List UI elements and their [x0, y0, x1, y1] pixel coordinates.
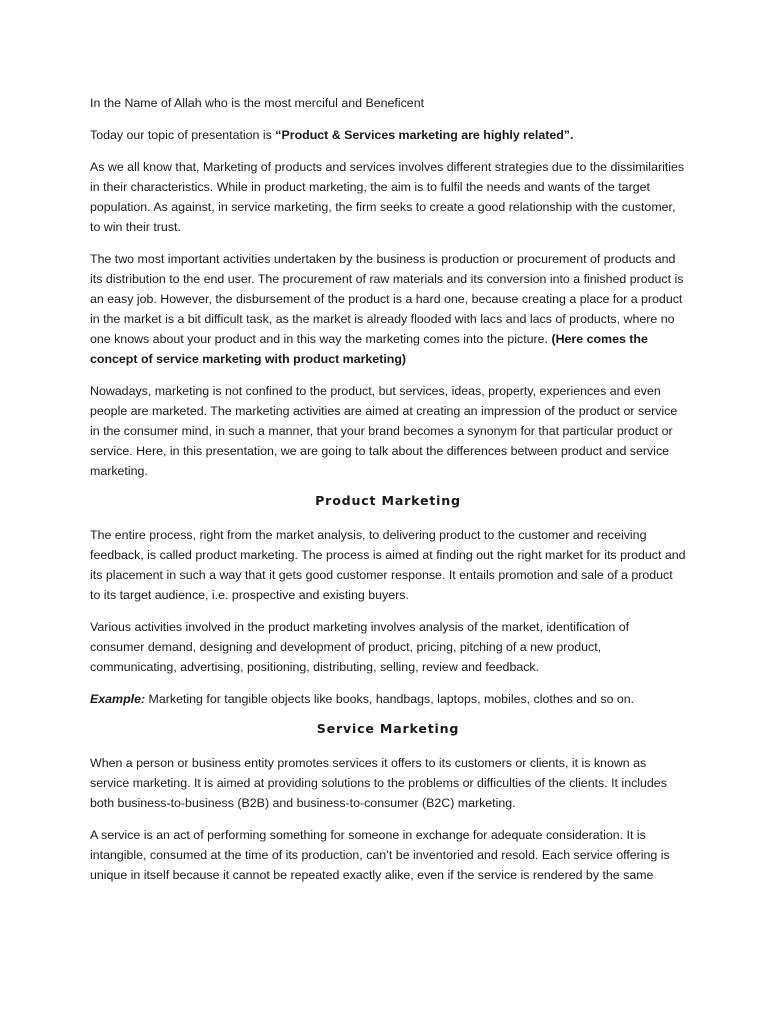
- topic-prefix: Today our topic of presentation is: [90, 128, 276, 142]
- nowadays-paragraph: Nowadays, marketing is not confined to the product, but services, ideas, property, experiences and even people are marketed. The marketing activities are aimed at creating an impression of the product or service in the consumer mind, in such a manner, that your brand becomes a synonym for that particular product or service. Here, in this presentation, we are going to talk about the differences between product and service marketing.: [90, 384, 678, 478]
- service-marketing-heading: Service Marketing: [316, 721, 460, 736]
- service-paragraph-1: When a person or business entity promotes services it offers to its customers or clients, it is known as service marketing. It is aimed at providing solutions to the problems or difficulties of the clients. It includes both business-to-business (B2B) and business-to-consumer (B2C) marketing.: [90, 756, 667, 810]
- example-label: Example:: [90, 692, 146, 706]
- activities-paragraph: [90, 249, 686, 369]
- opening-line: In the Name of Allah who is the most merciful and Beneficent: [90, 96, 425, 110]
- example-line: [90, 689, 686, 709]
- intro-paragraph: As we all know that, Marketing of products and services involves different strategies due to the dissimilarities in their characteristics. While in product marketing, the aim is to fulfil the needs and wants of the target population. As against, in service marketing, the firm seeks to create a good relationship with the customer, to win their trust.: [90, 160, 685, 234]
- topic-line: [90, 125, 686, 145]
- document-page: [90, 93, 686, 897]
- product-paragraph-2: Various activities involved in the product marketing involves analysis of the market, identification of consumer demand, designing and development of product, pricing, pitching of a new product, communicating, advertising, positioning, distributing, selling, review and feedback.: [90, 620, 630, 674]
- activities-bold-note: (Here comes the concept of service marketing with product marketing): [90, 332, 648, 366]
- activities-text: The two most important activities undertaken by the business is production or procurement of products and its distribution to the end user. The procurement of raw materials and its conversion into a finished product is an easy job. However, the disbursement of the product is a hard one, because creating a place for a product in the market is a bit difficult task, as the market is already flooded with lacs and lacs of products, where no one knows about your product and in this way the marketing comes into the picture.: [90, 252, 684, 346]
- product-marketing-heading: Product Marketing: [315, 493, 461, 508]
- example-text: Marketing for tangible objects like books, handbags, laptops, mobiles, clothes and so on.: [145, 692, 635, 706]
- product-paragraph-1: The entire process, right from the market analysis, to delivering product to the customer and receiving feedback, is called product marketing. The process is aimed at finding out the right market for its product and its placement in such a way that it gets good customer response. It entails promotion and sale of a product to its target audience, i.e. prospective and existing buyers.: [90, 528, 686, 602]
- service-paragraph-2: A service is an act of performing something for someone in exchange for adequate consideration. It is intangible, consumed at the time of its production, can’t be inventoried and resold. Each service offering is unique in itself because it cannot be repeated exactly alike, even if the service is rendered by the same: [90, 828, 670, 882]
- topic-title: “Product & Services marketing are highly related”.: [275, 128, 574, 142]
